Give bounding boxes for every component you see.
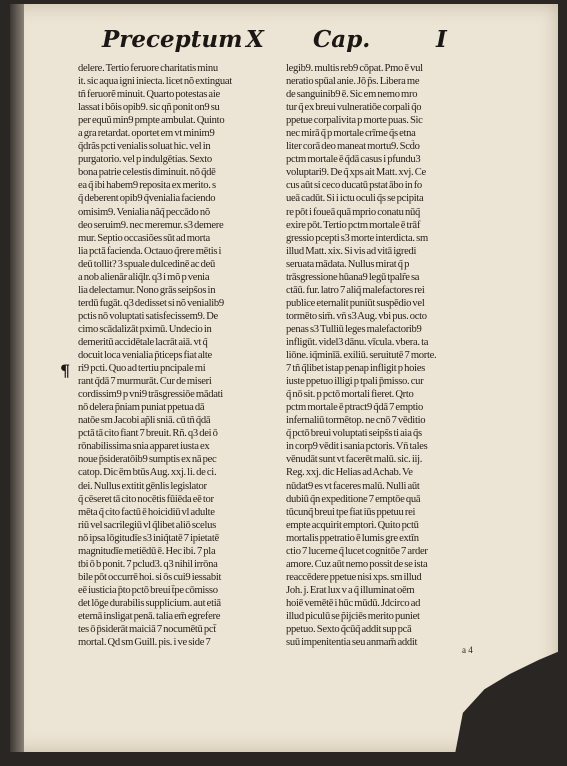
text-line: publice eternalit puniūt suspēdio vel (286, 297, 425, 309)
text-line: dei. Nullus extitit gēnlis legislator (78, 480, 207, 492)
text-line: purgatorio. vel p indulgētias. Sexto (78, 154, 212, 166)
text-line: catop. Dic ēm btūs Aug. xxj. li. de ci. (78, 467, 217, 479)
text-line: amore. Cuz aūt nemo possit de se ista (286, 558, 428, 570)
text-line: hoiē vemētē i hūc mūdū. Jdcirco ad (286, 597, 421, 609)
text-line: 7 tñ q̃libet istap penap infligit p hoies (286, 363, 426, 375)
text-line: Joh. j. Erat lux v a q̃ illuminat oēm (286, 584, 415, 596)
text-line: ppetue corpalivita p morte puas. Sic (286, 115, 423, 127)
text-line: vēnudāt sunt vt facerēt malū. sic. iij. (286, 454, 423, 466)
text-line: pctā tā cito fiant 7 breuit. Rñ. q3 dei ō (78, 428, 218, 440)
text-line: eē iusticia p̄to pctō breui t̄pe cōmisso (78, 584, 218, 596)
text-line: lia delectamur. Nono grās seips̃os in (78, 284, 216, 296)
paragraph-marker: ¶ (60, 361, 71, 380)
text-line: it. sic aqua igni iniecta. licet nõ extinguat (78, 76, 232, 88)
text-line: mortalis ppetratio ē lumis gre extīn (286, 532, 419, 544)
text-line: trāsgressione hūana9 legū tpalr̃e sa (286, 271, 420, 283)
text-line: tūcunq̃ breui tpe fiat iūs ppetuu rei (286, 506, 416, 518)
text-line: riū vel sacrilegiū vl q̃libet aliō scelus (78, 519, 216, 531)
catchword: a 4 (462, 645, 473, 655)
text-line: legib9. multis reb9 cōpat. Pmo ē vul (286, 63, 423, 74)
text-line: a gra retardat. oportet em vt minim9 (78, 128, 215, 140)
text-line: cimo scādalizāt pximū. Undecio in (78, 323, 212, 335)
text-line: eternā insligat penā. talia em̄ egrefere (78, 610, 221, 622)
text-line: dubiū q̃n expeditione 7 emptōe quā (286, 493, 421, 505)
text-line: gressio pcepti s3 morte interdicta. sm (286, 232, 428, 244)
text-line: pctm mortale ē q̃dā casus i pfundu3 (286, 154, 421, 166)
running-header (10, 26, 558, 58)
text-line: mēta q̃ cito factū ē hoicidiū vl adulte (78, 506, 215, 518)
binding-gutter (10, 4, 24, 752)
text-line: tbi ō b ponit. 7 pclud3. q3 nihil irrōna (78, 558, 218, 570)
text-line: ppetuo. Sexto q̃cūq̃ addit sup pcā (286, 624, 412, 636)
text-line: q̃ deberent opib9 q̃venialia faciendo (78, 193, 216, 205)
text-line: in corp9 vēdit i sania pctoris. Vn̄ tales (286, 441, 428, 453)
text-line: seruata mādata. Nullus mirat q̃ p (286, 258, 410, 270)
text-line: rōnabilissima snia apparet iusta ex (78, 441, 210, 453)
text-line: pctm mortale ē ptract9 q̃dā 7 emptio (286, 402, 424, 414)
left-text-column (78, 62, 268, 649)
text-line: delere. Tertio feruore charitatis minu (78, 63, 218, 74)
text-line: bona patrie celestis diminuit. nõ q̃dē (78, 167, 216, 179)
text-line: infernaliū tormētop. ne cnō 7 vēditio (286, 415, 426, 427)
right-text-column (286, 62, 476, 649)
text-line: Reg. xxj. dic Helias ad Achab. Ve (286, 467, 413, 479)
text-line: docuit loca venialia p̃ticeps fiat alte (78, 350, 212, 362)
header-precept-number: X (246, 26, 264, 53)
text-line: nec mirā q̃ p mortale crīme q̃s etna (286, 128, 416, 140)
text-line: cordissim9 p vni9 trāsgressiōe mādati (78, 389, 223, 401)
text-line: pctis nō voluptati satisfecissem9. De (78, 310, 218, 322)
text-line: deū tollit? 3 spuale dulcedinē ac deū (78, 258, 216, 270)
text-line: terdū fugāt. q3 dedisset si nõ venialib9 (78, 297, 224, 309)
text-line: de sanguinib9 ē. Sic em nemo mro (286, 89, 418, 101)
text-line: neratio spūal anie. Jō p̃s. Libera me (286, 76, 420, 88)
text-line: liter corā deo maneat mortu9. Scd̃o (286, 141, 420, 153)
text-line: illud Matt. xix. Si vis ad vitā igredi (286, 245, 417, 257)
text-line: ctio 7 lucerne q̃ lucet cognitōe 7 arder (286, 545, 428, 557)
text-line: ri9 pcti. Quo ad tertiu pncipale mi (78, 363, 206, 375)
text-line: lassat i bõis opib9. sic qñ ponit on9 su (78, 102, 220, 114)
text-line: suū impenitentia seu anmam̄ addit (286, 637, 418, 649)
text-line: infligūt. videl3 dānu. vīcula. vbera. ta (286, 336, 429, 348)
text-line: mur. Septio occasiões sūt ad morta (78, 232, 210, 244)
text-line: omisim9. Venialia nãq̃ peccādo nõ (78, 206, 210, 218)
folio-number: I (436, 26, 447, 53)
text-line: ea q̃ ibi habem9 reposita ex merito. s (78, 180, 216, 192)
text-line: deo seruim9. nec meremur. s3 demere (78, 219, 224, 231)
text-line: tormēto sim̄. vn̄ s3 Aug. vbi pus. octo (286, 310, 427, 322)
text-line: re pōt i foueā quā mprio conatu nūq̃ (286, 206, 421, 218)
text-line: per equũ min9 pmpte ambulat. Quinto (78, 115, 225, 127)
text-line: reaccēdere ppetue nisi xps. sm illud (286, 571, 422, 583)
header-title: Preceptum (102, 26, 243, 53)
text-line: tñ feruorẽ minuit. Quarto potestas aie (78, 89, 220, 101)
text-line: ctāū. fur. latro 7 aliq̃ malefactores rei (286, 284, 425, 296)
text-line: ueā cadūt. Si i ictu oculi q̃s se pcipita (286, 193, 424, 205)
text-line: nō delera p̃niam puniat ppetua dā (78, 402, 205, 414)
text-line: tur q̃ ex breui vulneratiōe corpali q̃o (286, 102, 422, 114)
text-line: magnitudīe metiēdū ē. Hec ibi. 7 pla (78, 545, 216, 557)
text-line: q̃drãs pcti venialis soluat hic. vel in (78, 141, 211, 153)
text-line: demeritū accidētale lacrāt aiā. vt q̃ (78, 336, 208, 348)
text-line: bile pōt occurrē hoi. si ōs cui9 iessabit (78, 571, 222, 583)
text-line: liōne. iq̃minīā. exiliū. seruitutē 7 morte. (286, 350, 437, 362)
text-line: rant q̃dā 7 murmurāt. Cur de miseri (78, 376, 212, 388)
header-chapter-label: Cap. (313, 26, 371, 53)
text-line: lia pctā facienda. Octauo q̃rere mētis i (78, 245, 222, 257)
text-line: penas s3 Tulliū leges malefactorib9 (286, 323, 422, 335)
text-line: nō ipsa lōgitudīe s3 iniq̃tatē 7 ipietatē (78, 532, 219, 544)
text-line: noue p̃sideratōib9 sumptis ex nā pec (78, 454, 217, 466)
text-line: tes ō p̄siderāt maiciā 7 nocumētū pct̄ (78, 624, 216, 636)
book-page (10, 4, 558, 752)
text-line: empte acquirit emptori. Quito pctū (286, 519, 419, 531)
text-line: voluptari9. De q̃ xps ait Matt. xvj. Ce (286, 167, 426, 179)
text-line: exire pōt. Tertio pctm mortale ē trāf (286, 219, 421, 231)
text-line: a nob alienār aliq̃lr. q3 i mõ p venia (78, 271, 210, 283)
text-line: det lōge durabilis supplicium. aut etiā (78, 597, 221, 609)
text-line: q̃ cēseret tā cito nocētis fūiēda eē tor (78, 493, 214, 505)
text-line: q̃ nō sit. p pctō mortali fieret. Qrto (286, 389, 414, 401)
text-line: natōe sm Jacobi ap̃li sniā. cū tñ q̃dā (78, 415, 211, 427)
text-line: cus aūt si ceco ducatū pstat ābo in fo (286, 180, 422, 192)
text-line: illud piculū se p̃ijciēs merito puniet (286, 610, 420, 622)
text-line: q̃ pctō breui voluptati seips̃s ti aia q̃s (286, 428, 422, 440)
text-line: nūdat9 es vt faceres malū. Nulli aūt (286, 480, 420, 492)
text-line: mortal. Qd sm Guill. pis. i ve side 7 (78, 637, 211, 649)
text-line: iuste ppetuo illigi p tpali p̄misso. cur (286, 376, 424, 388)
